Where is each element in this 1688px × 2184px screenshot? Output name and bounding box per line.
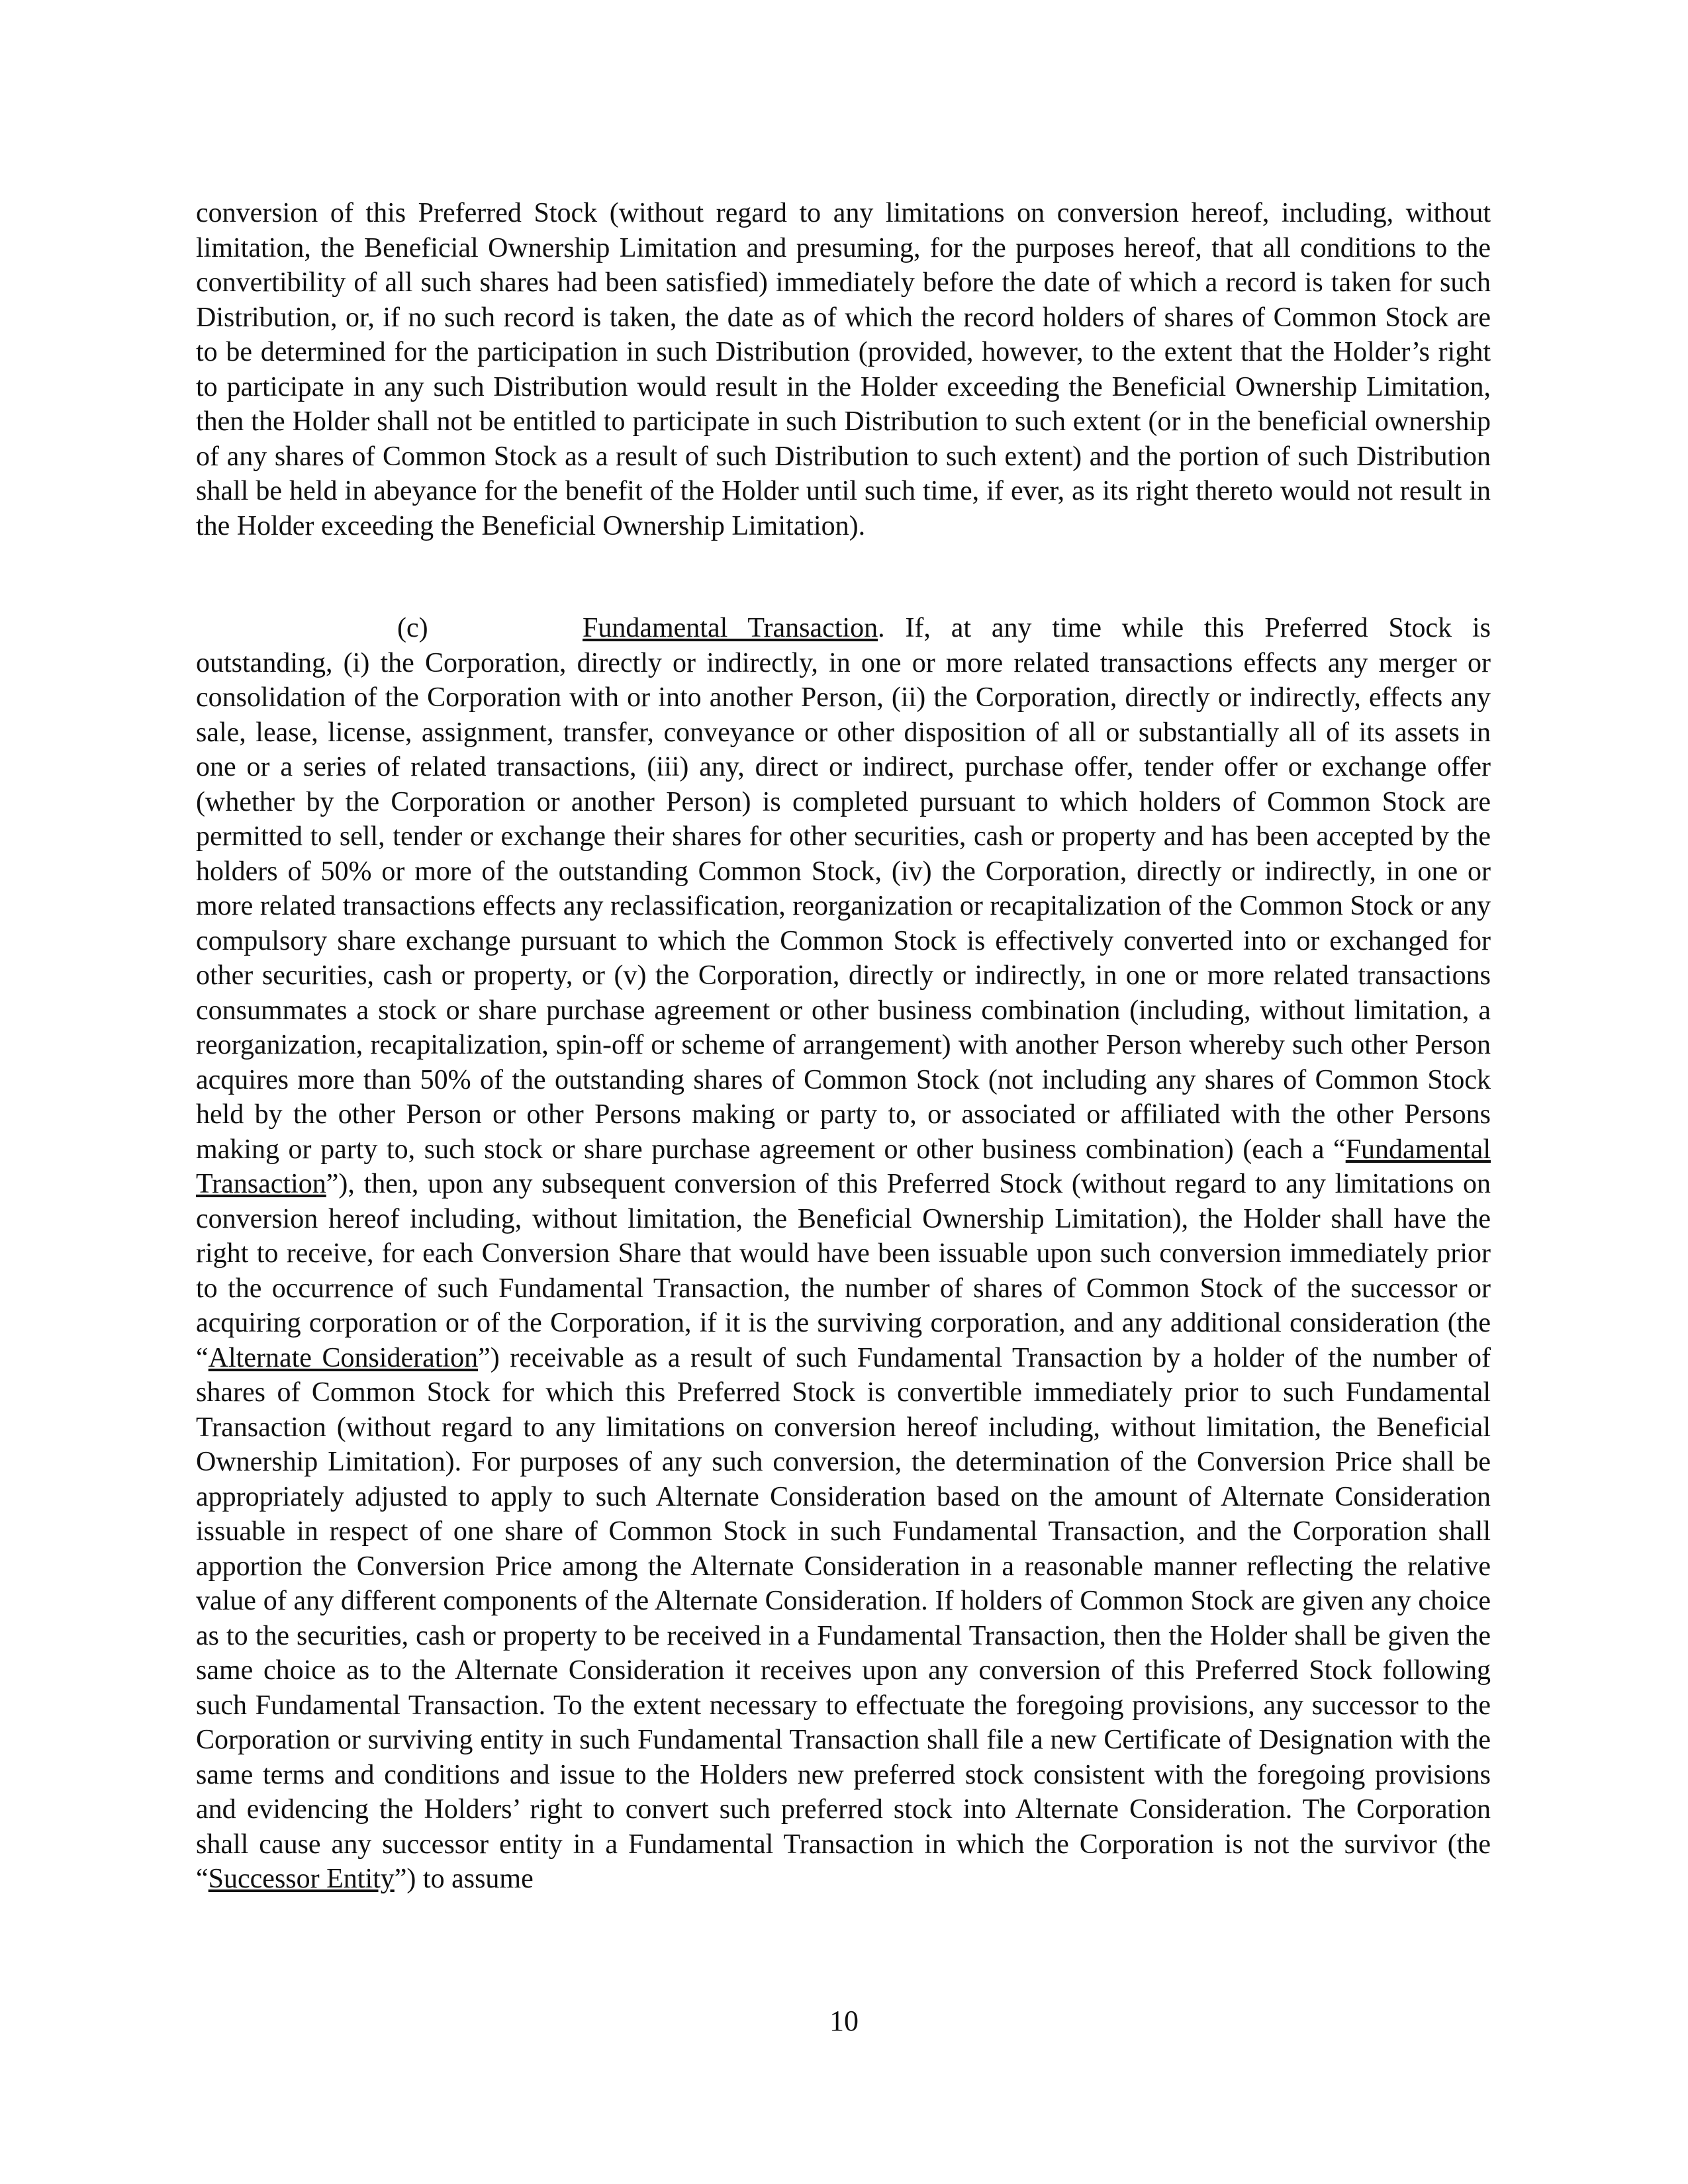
section-text-3: ”) receivable as a result of such Fundamental Transaction by a holder of the number of shares of Common Stock for which this Preferred Stock is convertible immediately prior to such Fundamental Transaction (without regard to any limitations on conversion hereof including, without limitation, the Beneficial Ownership Limitation). For purposes of any such conversion, the determination of the Conversion Price shall be appropriately adjusted to apply to such Alternate Consideration based on the amount of Alternate Consideration issuable in respect of one share of Common Stock in such Fundamental Transaction, and the Corporation shall apportion the Conversion Price among the Alternate Consideration in a reasonable manner reflecting the relative value of any different components of the Alternate Consideration. If holders of Common Stock are given any choice as to the securities, cash or property to be received in a Fundamental Transaction, then the Holder shall be given the same choice as to the Alternate Consideration it receives upon any conversion of this Preferred Stock following such Fundamental Transaction. To the extent necessary to effectuate the foregoing provisions, any successor to the Corporation or surviving entity in such Fundamental Transaction shall file a new Certificate of Designation with the same terms and conditions and issue to the Holders new preferred stock consistent with the foregoing provisions and evidencing the Holders’ right to convert such preferred stock into Alternate Consideration. The Corporation shall cause any successor entity in a Fundamental Transaction in which the Corporation is not the survivor (the “ [196, 1342, 1491, 1894]
section-text-4: ”) to assume [394, 1864, 534, 1894]
heading-period: . [878, 613, 885, 643]
paragraph-fundamental-transaction [196, 611, 1491, 1897]
defined-term-successor-entity: Successor Entity [208, 1864, 395, 1894]
defined-term-fundamental-transaction: Fundamental Transaction [196, 1134, 1491, 1199]
section-text-1: If, at any time while this Preferred Stock is outstanding, (i) the Corporation, directly or indirectly, in one or more related transactions effects any merger or consolidation of the Corporation with or into another Person, (ii) the Corporation, directly or indirectly, effects any sale, lease, license, assignment, transfer, conveyance or other disposition of all or substantially all of its assets in one or a series of related transactions, (iii) any, direct or indirect, purchase offer, tender offer or exchange offer (whether by the Corporation or another Person) is completed pursuant to which holders of Common Stock are permitted to sell, tender or exchange their shares for other securities, cash or property and has been accepted by the holders of 50% or more of the outstanding Common Stock, (iv) the Corporation, directly or indirectly, in one or more related transactions effects any reclassification, reorganization or recapitalization of the Common Stock or any compulsory share exchange pursuant to which the Common Stock is effectively converted into or exchanged for other securities, cash or property, or (v) the Corporation, directly or indirectly, in one or more related transactions consummates a stock or share purchase agreement or other business combination (including, without limitation, a reorganization, recapitalization, spin-off or scheme of arrangement) with another Person whereby such other Person acquires more than 50% of the outstanding shares of Common Stock (not including any shares of Common Stock held by the other Person or other Persons making or party to, or associated or affiliated with the other Persons making or party to, such stock or share purchase agreement or other business combination) (each a “ [196, 613, 1491, 1165]
defined-term-alternate-consideration: Alternate Consideration [208, 1342, 479, 1373]
section-heading: Fundamental Transaction [583, 613, 878, 643]
section-text-2: ”), then, upon any subsequent conversion of this Preferred Stock (without regard to any limitations on conversion hereof including, without limitation, the Beneficial Ownership Limitation), the Holder shall have the right to receive, for each Conversion Share that would have been issuable upon such conversion immediately prior to the occurrence of such Fundamental Transaction, the number of shares of Common Stock of the successor or acquiring corporation or of the Corporation, if it is the surviving corporation, and any additional consideration (the “ [196, 1169, 1491, 1373]
paragraph-distribution-continued: conversion of this Preferred Stock (without regard to any limitations on conversion hereof, including, without limitation, the Beneficial Ownership Limitation and presuming, for the purposes hereof, that all conditions to the convertibility of all such shares had been satisfied) immediately before the date of which a record is taken for such Distribution, or, if no such record is taken, the date as of which the record holders of shares of Common Stock are to be determined for the participation in such Distribution (provided, however, to the extent that the Holder’s right to participate in any such Distribution would result in the Holder exceeding the Beneficial Ownership Limitation, then the Holder shall not be entitled to participate in such Distribution to such extent (or in the beneficial ownership of any shares of Common Stock as a result of such Distribution to such extent) and the portion of such Distribution shall be held in abeyance for the benefit of the Holder until such time, if ever, as its right thereto would not result in the Holder exceeding the Beneficial Ownership Limitation). [196, 198, 1491, 541]
section-label: (c) [397, 613, 428, 643]
page-number: 10 [829, 2005, 859, 2037]
